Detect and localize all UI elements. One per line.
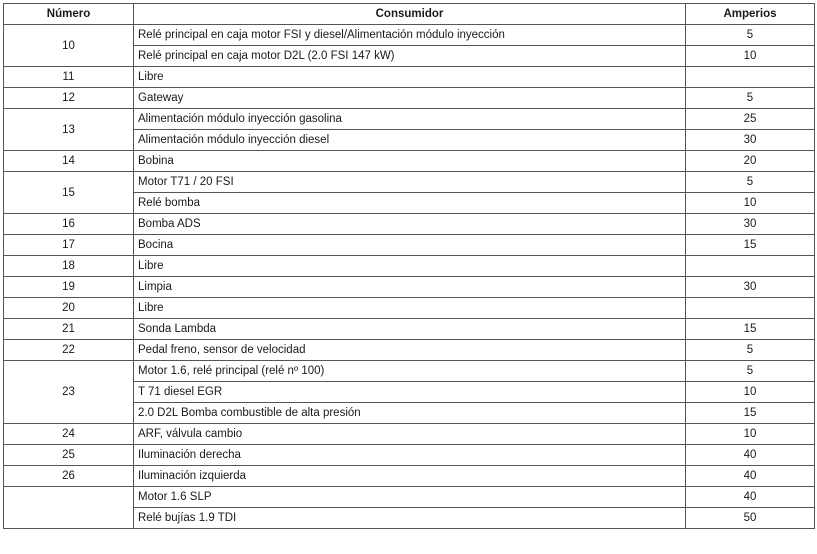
row-numero: 22 xyxy=(4,340,134,361)
row-numero: 14 xyxy=(4,151,134,172)
row-numero: 16 xyxy=(4,214,134,235)
row-consumidor: Bobina xyxy=(134,151,686,172)
row-consumidor: Pedal freno, sensor de velocidad xyxy=(134,340,686,361)
table-row xyxy=(4,424,815,445)
header-row xyxy=(4,4,815,25)
table-row xyxy=(4,25,815,46)
row-consumidor: Relé principal en caja motor FSI y diesel/Alimentación módulo inyección xyxy=(134,25,686,46)
row-amperios: 5 xyxy=(686,88,815,109)
row-amperios: 5 xyxy=(686,25,815,46)
row-consumidor: Motor T71 / 20 FSI xyxy=(134,172,686,193)
row-numero: 19 xyxy=(4,277,134,298)
row-amperios xyxy=(686,67,815,88)
row-numero: 11 xyxy=(4,67,134,88)
row-consumidor: Limpia xyxy=(134,277,686,298)
row-amperios: 5 xyxy=(686,172,815,193)
table-row xyxy=(4,319,815,340)
table-row xyxy=(4,361,815,382)
table-row xyxy=(4,235,815,256)
row-amperios: 50 xyxy=(686,508,815,529)
row-amperios: 30 xyxy=(686,214,815,235)
table-row xyxy=(4,340,815,361)
row-consumidor: Libre xyxy=(134,256,686,277)
row-amperios: 25 xyxy=(686,109,815,130)
header-amperios: Amperios xyxy=(686,4,815,25)
row-consumidor: Bocina xyxy=(134,235,686,256)
row-consumidor: Iluminación izquierda xyxy=(134,466,686,487)
row-amperios: 30 xyxy=(686,130,815,151)
row-amperios xyxy=(686,298,815,319)
row-amperios: 10 xyxy=(686,424,815,445)
row-numero: 26 xyxy=(4,466,134,487)
row-consumidor: Libre xyxy=(134,298,686,319)
row-amperios: 40 xyxy=(686,445,815,466)
row-consumidor: Relé bomba xyxy=(134,193,686,214)
fuse-table-container xyxy=(3,3,815,529)
table-row xyxy=(4,487,815,508)
row-numero: 12 xyxy=(4,88,134,109)
row-amperios: 40 xyxy=(686,466,815,487)
row-amperios: 10 xyxy=(686,193,815,214)
row-consumidor: Motor 1.6, relé principal (relé nº 100) xyxy=(134,361,686,382)
row-consumidor: Alimentación módulo inyección gasolina xyxy=(134,109,686,130)
row-consumidor: Sonda Lambda xyxy=(134,319,686,340)
row-consumidor: Alimentación módulo inyección diesel xyxy=(134,130,686,151)
row-amperios: 40 xyxy=(686,487,815,508)
row-amperios: 15 xyxy=(686,403,815,424)
row-amperios: 20 xyxy=(686,151,815,172)
row-numero: 20 xyxy=(4,298,134,319)
table-row xyxy=(4,109,815,130)
row-numero: 24 xyxy=(4,424,134,445)
table-row xyxy=(4,151,815,172)
row-amperios: 5 xyxy=(686,361,815,382)
row-numero: 10 xyxy=(4,25,134,67)
table-row xyxy=(4,277,815,298)
row-amperios: 30 xyxy=(686,277,815,298)
table-row xyxy=(4,256,815,277)
row-amperios: 5 xyxy=(686,340,815,361)
row-numero: 15 xyxy=(4,172,134,214)
row-amperios: 10 xyxy=(686,46,815,67)
row-consumidor: Bomba ADS xyxy=(134,214,686,235)
row-amperios: 15 xyxy=(686,319,815,340)
row-consumidor: Relé principal en caja motor D2L (2.0 FSI 147 kW) xyxy=(134,46,686,67)
row-consumidor: Gateway xyxy=(134,88,686,109)
row-numero: 21 xyxy=(4,319,134,340)
table-row xyxy=(4,214,815,235)
row-consumidor: ARF, válvula cambio xyxy=(134,424,686,445)
row-consumidor: T 71 diesel EGR xyxy=(134,382,686,403)
header-numero: Número xyxy=(4,4,134,25)
row-numero: 23 xyxy=(4,361,134,424)
row-consumidor: Iluminación derecha xyxy=(134,445,686,466)
row-numero xyxy=(4,487,134,529)
row-amperios xyxy=(686,256,815,277)
row-amperios: 10 xyxy=(686,382,815,403)
header-consumidor: Consumidor xyxy=(134,4,686,25)
row-numero: 25 xyxy=(4,445,134,466)
table-row xyxy=(4,88,815,109)
row-consumidor: Motor 1.6 SLP xyxy=(134,487,686,508)
row-consumidor: Libre xyxy=(134,67,686,88)
row-numero: 17 xyxy=(4,235,134,256)
table-row xyxy=(4,67,815,88)
row-numero: 18 xyxy=(4,256,134,277)
table-row xyxy=(4,466,815,487)
table-row xyxy=(4,298,815,319)
row-amperios: 15 xyxy=(686,235,815,256)
row-consumidor: Relé bujías 1.9 TDI xyxy=(134,508,686,529)
table-row xyxy=(4,445,815,466)
row-consumidor: 2.0 D2L Bomba combustible de alta presión xyxy=(134,403,686,424)
row-numero: 13 xyxy=(4,109,134,151)
table-row xyxy=(4,172,815,193)
fuse-table xyxy=(3,3,815,529)
